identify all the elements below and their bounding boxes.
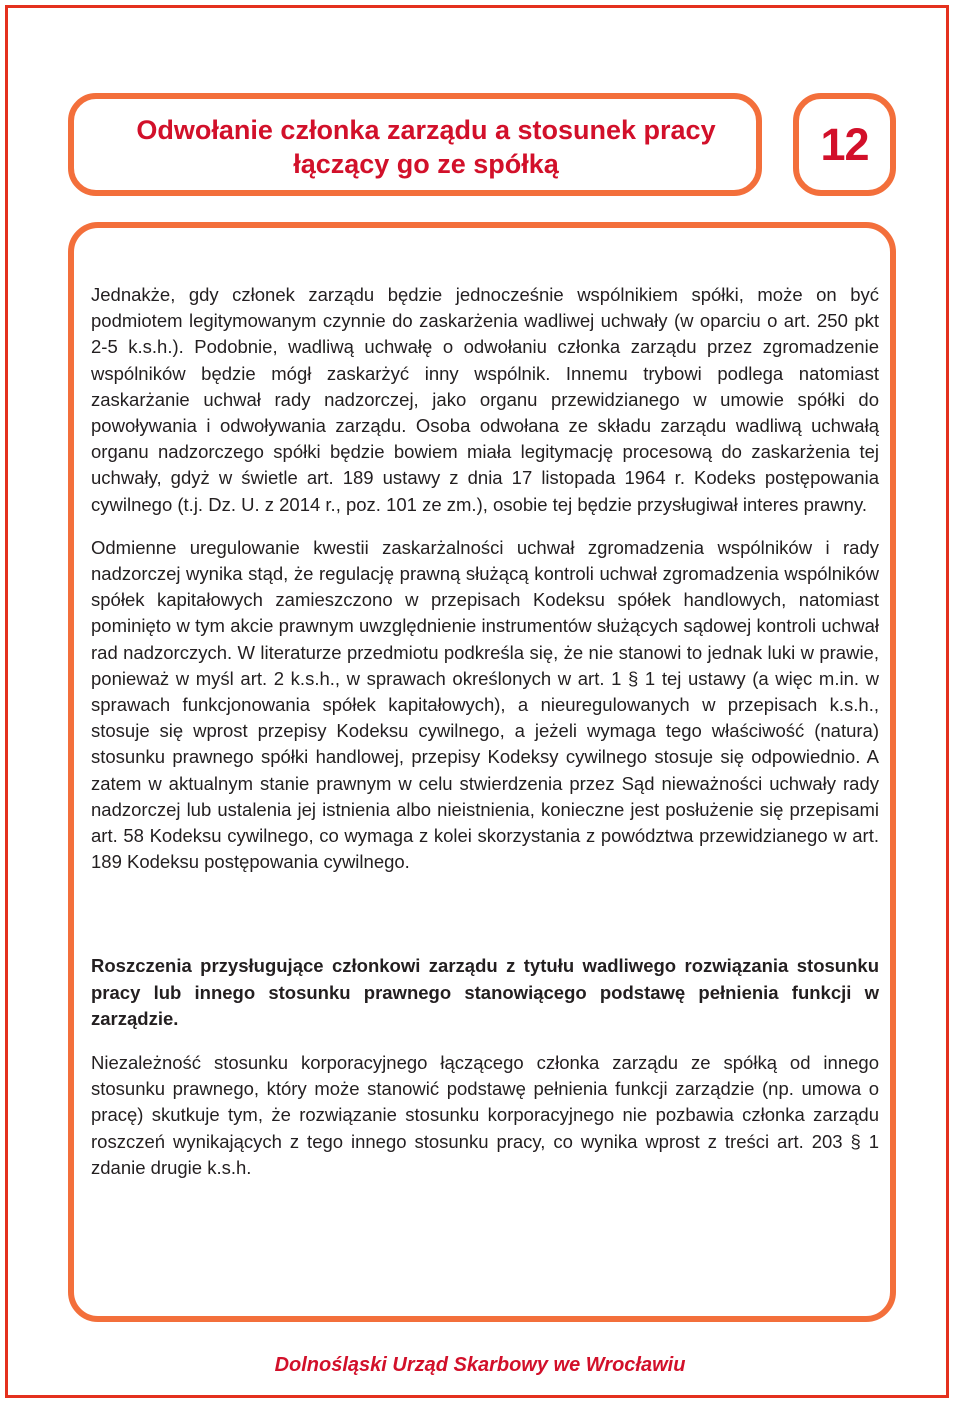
page-number-box — [793, 93, 896, 196]
content-box — [68, 222, 896, 1322]
paragraph-2: Odmienne uregulowanie kwestii zaskarżalności uchwał zgromadzenia wspólników i rady nadzorczej wynika stąd, że regulację prawną służącą kontroli uchwał zgromadzenia wspólników spółek kapitałowych zamieszczono w przepisach Kodeksu spółek handlowych, natomiast pominięto w tym akcie prawnym uwzględnienie instrumentów służących sądowej kontroli uchwał rad nadzorczych. W literaturze przedmiotu podkreśla się, że nie stanowi to jednak luki w prawie, ponieważ w myśl art. 2 k.s.h., w sprawach określonych w art. 1 § 1 tej ustawy (a więc m.in. w sprawach funkcjonowania spółek kapitałowych), a nieuregulowanych w przepisach k.s.h., stosuje się wprost przepisy Kodeksu cywilnego, a jeżeli wymaga tego właściwość (natura) stosunku prawnego spółki handlowej, przepisy Kodeksy cywilnego stosuje się odpowiednio. A zatem w aktualnym stanie prawnym w celu stwierdzenia przez Sąd nieważności uchwały rady nadzorczej lub ustalenia jej istnienia albo nieistnienia, konieczne jest posłużenie się przepisami art. 58 Kodeksu cywilnego, co wymaga z kolei skorzystania z powództwa przewidzianego w art. 189 Kodeksu postępowania cywilnego. — [91, 536, 879, 873]
footer-office-name: Dolnośląski Urząd Skarbowy we Wrocławiu — [274, 1354, 686, 1376]
section-heading: Roszczenia przysługujące członkowi zarządu z tytułu wadliwego rozwiązania stosunku pracy lub innego stosunku prawnego stanowiącego podstawę pełnienia funkcji w zarządzie. — [91, 955, 879, 1029]
page-title — [106, 113, 746, 181]
title-line-2: łączący go ze spółką — [293, 149, 559, 179]
title-line-1: Odwołanie członka zarządu a stosunek pracy — [136, 115, 716, 145]
content-body — [91, 282, 879, 1181]
title-box — [68, 93, 762, 196]
paragraph-3: Niezależność stosunku korporacyjnego łączącego członka zarządu ze spółką od innego stosunku prawnego, który może stanowić podstawę pełnienia funkcji zarządzie (np. umowa o pracę) skutkuje tym, że rozwiązanie stosunku korporacyjnego nie pozbawia członka zarządu roszczeń wynikających z tego innego stosunku pracy, co wynika wprost z treści art. 203 § 1 zdanie drugie k.s.h. — [91, 1052, 879, 1178]
paragraph-1: Jednakże, gdy członek zarządu będzie jednocześnie wspólnikiem spółki, może on być podmiotem legitymowanym czynnie do zaskarżenia wadliwej uchwały (w oparciu o art. 250 pkt 2-5 k.s.h.). Podobnie, wadliwą uchwałę o odwołaniu członka zarządu przez zgromadzenie wspólników będzie mógł zaskarżyć inny wspólnik. Innemu trybowi podlega natomiast zaskarżanie uchwał rady nadzorczej, jako organu przewidzianego w umowie spółki do powoływania i odwoływania zarządu. Osoba odwołana ze składu zarządu wadliwą uchwałą organu nadzorczego spółki będzie bowiem miała legitymację procesową do zaskarżenia tej uchwały, gdyż w świetle art. 189 ustawy z dnia 17 listopada 1964 r. Kodeks postępowania cywilnego (t.j. Dz. U. z 2014 r., poz. 101 ze zm.), osobie tej będzie przysługiwał interes prawny. — [91, 284, 879, 515]
page-number: 12 — [820, 118, 869, 170]
